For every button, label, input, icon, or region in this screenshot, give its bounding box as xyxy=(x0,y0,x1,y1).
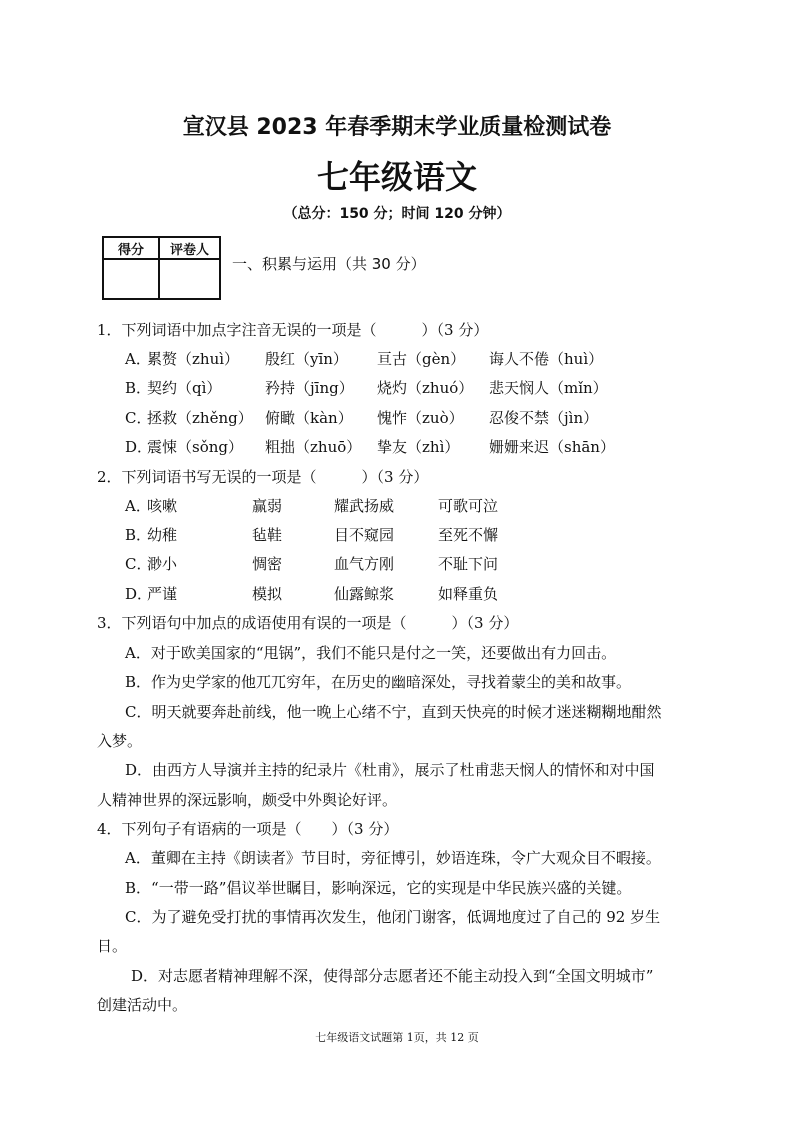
option-word: 拯救（zhěng） xyxy=(147,409,253,427)
exam-title: 宣汉县 2023 年春季期末学业质量检测试卷 xyxy=(182,115,612,140)
option-word: 亘古（gèn） xyxy=(377,350,466,368)
option-word: 矜持（jīng） xyxy=(265,379,354,397)
option-word: 咳嗽 xyxy=(147,497,178,515)
q1-option-b xyxy=(125,378,608,398)
option-word: 渺小 xyxy=(147,555,178,573)
score-table xyxy=(102,236,221,300)
option-word: 可歌可泣 xyxy=(438,497,499,515)
option-letter: C． xyxy=(125,409,152,427)
option-word: 严谨 xyxy=(147,585,178,603)
option-word: 忍俊不禁（jìn） xyxy=(489,409,599,427)
option-letter: B． xyxy=(125,379,152,397)
option-word: 目不窥园 xyxy=(334,526,395,544)
q1-option-a xyxy=(125,349,603,369)
score-header: 得分 xyxy=(103,237,159,259)
option-word: 悲天悯人（mǐn） xyxy=(489,379,608,397)
option-word: 惆密 xyxy=(252,555,283,573)
option-word: 至死不懈 xyxy=(438,526,499,544)
q3-option-d-cont: 人精神世界的深远影响，颇受中外舆论好评。 xyxy=(97,791,398,809)
option-word: 挚友（zhì） xyxy=(377,438,460,456)
option-word: 契约（qì） xyxy=(147,379,222,397)
grader-header: 评卷人 xyxy=(159,237,220,259)
option-letter: D． xyxy=(125,438,153,456)
option-word: 震悚（sǒng） xyxy=(147,438,243,456)
option-word: 幼稚 xyxy=(147,526,178,544)
exam-info: （总分：150 分；时间 120 分钟） xyxy=(283,206,511,222)
option-word: 不耻下问 xyxy=(438,555,499,573)
q3-option-c-cont: 入梦。 xyxy=(97,732,143,750)
option-letter: C． xyxy=(125,555,152,573)
score-cell xyxy=(103,259,159,299)
option-word: 粗拙（zhuō） xyxy=(265,438,362,456)
subject-title: 七年级语文 xyxy=(316,158,477,196)
q4-option-c-cont: 日。 xyxy=(97,937,128,955)
page-footer: 七年级语文试题第 1页，共 12 页 xyxy=(315,1031,479,1044)
option-word: 烧灼（zhuó） xyxy=(377,379,474,397)
option-letter: D． xyxy=(125,585,153,603)
option-word: 耀武扬威 xyxy=(334,497,395,515)
option-word: 诲人不倦（huì） xyxy=(489,350,604,368)
q3-option-b: B．作为史学家的他兀兀穷年，在历史的幽暗深处，寻找着蒙尘的美和故事。 xyxy=(125,673,632,691)
option-word: 血气方刚 xyxy=(334,555,395,573)
option-word: 愧怍（zuò） xyxy=(377,409,464,427)
question-3: 3．下列语句中加点的成语使用有误的一项是（ ）（3 分） xyxy=(97,614,519,632)
q1-option-c xyxy=(125,408,598,428)
option-word: 模拟 xyxy=(252,585,283,603)
option-letter: A． xyxy=(125,350,151,368)
q3-option-a: A．对于欧美国家的“甩锅”，我们不能只是付之一笑，还要做出有力回击。 xyxy=(125,644,617,662)
question-2: 2．下列词语书写无误的一项是（ ）（3 分） xyxy=(97,468,429,486)
option-word: 俯瞰（kàn） xyxy=(265,409,353,427)
question-4: 4．下列句子有语病的一项是（ ）（3 分） xyxy=(97,820,399,838)
option-letter: B． xyxy=(125,526,152,544)
section-title: 一、积累与运用（共 30 分） xyxy=(232,255,426,273)
q4-option-d-cont: 创建活动中。 xyxy=(97,996,188,1014)
q1-option-d xyxy=(125,437,615,457)
option-word: 毡鞋 xyxy=(252,526,283,544)
question-1: 1．下列词语中加点字注音无误的一项是（ ）（3 分） xyxy=(97,321,489,339)
q2-option-a xyxy=(125,496,498,516)
option-letter: A． xyxy=(125,497,151,515)
option-word: 赢弱 xyxy=(252,497,283,515)
q3-option-d: D．由西方人导演并主持的纪录片《杜甫》，展示了杜甫悲天悯人的情怀和对中国 xyxy=(125,761,655,779)
q2-option-b xyxy=(125,525,498,545)
q4-option-c: C．为了避免受打扰的事情再次发生，他闭门谢客，低调地度过了自己的 92 岁生 xyxy=(125,908,661,926)
q3-option-c: C．明天就要奔赴前线，他一晚上心绪不宁，直到天快亮的时候才迷迷糊糊地酣然 xyxy=(125,703,662,721)
option-word: 殷红（yīn） xyxy=(265,350,348,368)
option-word: 累赘（zhuì） xyxy=(147,350,240,368)
option-word: 姗姗来迟（shān） xyxy=(489,438,615,456)
option-word: 如释重负 xyxy=(438,585,499,603)
q2-option-c xyxy=(125,554,498,574)
q2-option-d xyxy=(125,584,498,604)
grader-cell xyxy=(159,259,220,299)
q4-option-b: B．“一带一路”倡议举世瞩目，影响深远，它的实现是中华民族兴盛的关键。 xyxy=(125,879,632,897)
option-word: 仙露鲸浆 xyxy=(334,585,395,603)
q4-option-a: A．董卿在主持《朗读者》节目时，旁征博引，妙语连珠，令广大观众目不暇接。 xyxy=(125,849,661,867)
q4-option-d: D．对志愿者精神理解不深，使得部分志愿者还不能主动投入到“全国文明城市” xyxy=(131,967,654,985)
